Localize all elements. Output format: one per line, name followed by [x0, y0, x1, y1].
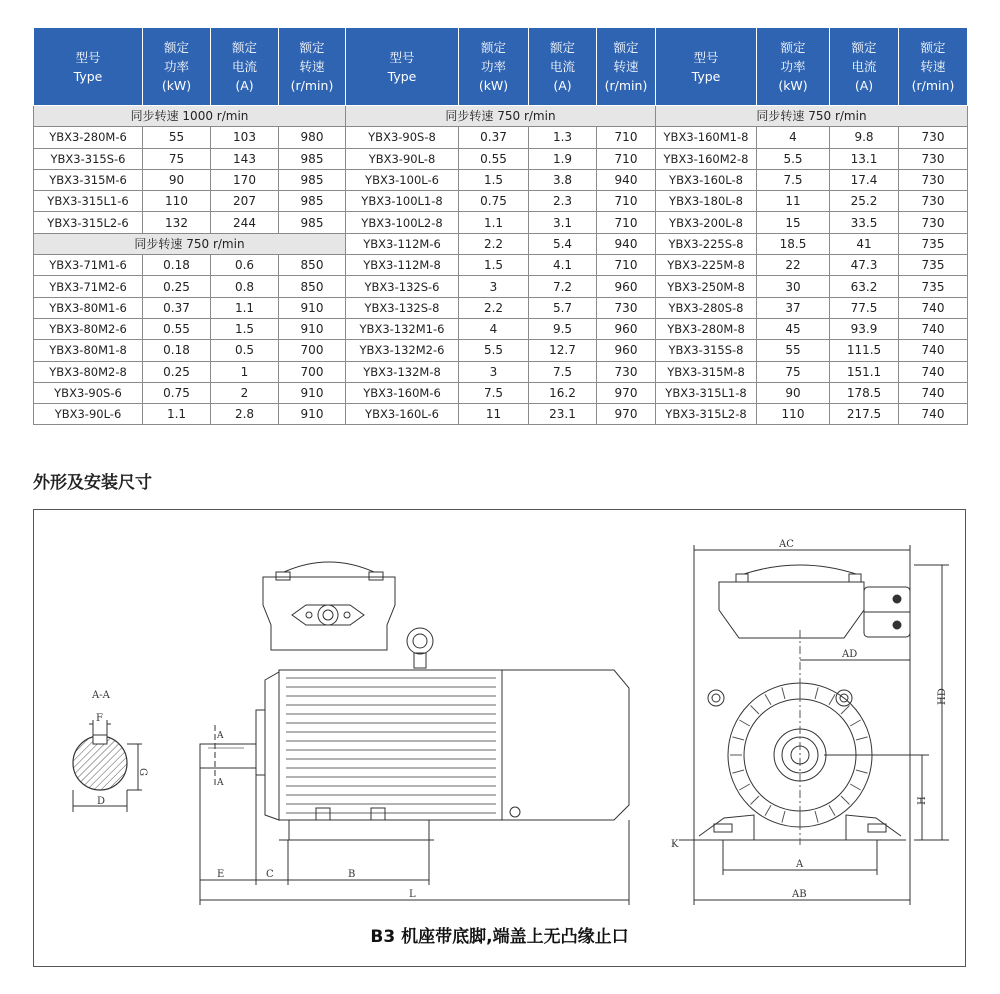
model-cell: YBX3-315L1-6 [34, 191, 143, 212]
current-cell: 9.5 [529, 318, 597, 339]
speed-cell: 910 [279, 404, 346, 425]
model-cell: YBX3-71M1-6 [34, 255, 143, 276]
header-cell [211, 28, 279, 106]
power-cell: 0.55 [143, 318, 211, 339]
speed-cell: 740 [899, 404, 968, 425]
power-cell: 0.25 [143, 276, 211, 297]
speed-cell: 700 [279, 361, 346, 382]
model-cell: YBX3-112M-6 [346, 233, 459, 254]
side-view [200, 562, 629, 905]
model-cell: YBX3-71M2-6 [34, 276, 143, 297]
speed-cell: 850 [279, 276, 346, 297]
current-cell: 63.2 [830, 276, 899, 297]
power-cell: 11 [459, 404, 529, 425]
power-cell: 0.75 [459, 191, 529, 212]
power-cell: 4 [459, 318, 529, 339]
power-cell: 22 [757, 255, 830, 276]
power-cell: 0.18 [143, 340, 211, 361]
model-cell: YBX3-315M-6 [34, 169, 143, 190]
speed-cell: 910 [279, 382, 346, 403]
power-cell: 2.2 [459, 297, 529, 318]
table-row [34, 255, 968, 276]
speed-cell: 910 [279, 318, 346, 339]
power-cell: 4 [757, 127, 830, 148]
current-cell: 2 [211, 382, 279, 403]
power-cell: 0.37 [143, 297, 211, 318]
speed-cell: 960 [597, 276, 656, 297]
motor-frame [279, 670, 502, 820]
table-row [34, 404, 968, 425]
power-cell: 110 [143, 191, 211, 212]
current-cell: 47.3 [830, 255, 899, 276]
power-cell: 15 [757, 212, 830, 233]
header-cell [279, 28, 346, 106]
speed-cell: 740 [899, 318, 968, 339]
speed-group-label: 同步转速 750 r/min [346, 106, 656, 127]
section-label: A-A [92, 690, 110, 701]
power-cell: 7.5 [459, 382, 529, 403]
header-text: (A) [553, 78, 572, 93]
model-cell: YBX3-315M-8 [656, 361, 757, 382]
current-cell: 217.5 [830, 404, 899, 425]
current-cell: 5.7 [529, 297, 597, 318]
header-text: (r/min) [911, 78, 955, 93]
power-cell: 0.37 [459, 127, 529, 148]
current-cell: 1.9 [529, 148, 597, 169]
current-cell: 1.3 [529, 127, 597, 148]
keyway [93, 735, 107, 744]
header-text: (kW) [478, 78, 509, 93]
current-cell: 17.4 [830, 169, 899, 190]
header-text: 转速 [299, 59, 325, 74]
current-cell: 1 [211, 361, 279, 382]
speed-cell: 730 [899, 212, 968, 233]
dim-ab: AB [792, 889, 807, 900]
dim-ad: AD [842, 649, 858, 660]
section-view [73, 690, 148, 812]
header-text: (A) [854, 78, 874, 93]
header-text: 额定 [480, 40, 506, 55]
model-cell: YBX3-180L-8 [656, 191, 757, 212]
header-text: 额定 [163, 40, 189, 55]
power-cell: 55 [143, 127, 211, 148]
speed-cell: 960 [597, 318, 656, 339]
header-text: 额定 [231, 40, 257, 55]
header-cell [830, 28, 899, 106]
speed-cell: 740 [899, 297, 968, 318]
header-cell [597, 28, 656, 106]
model-cell: YBX3-80M2-6 [34, 318, 143, 339]
speed-cell: 735 [899, 255, 968, 276]
current-cell: 25.2 [830, 191, 899, 212]
speed-cell: 970 [597, 404, 656, 425]
dim-h: H [917, 796, 928, 805]
current-cell: 207 [211, 191, 279, 212]
header-text: 额定 [549, 40, 575, 55]
current-cell: 5.4 [529, 233, 597, 254]
current-cell: 151.1 [830, 361, 899, 382]
speed-cell: 710 [597, 127, 656, 148]
header-text: (A) [235, 78, 254, 93]
speed-cell: 735 [899, 276, 968, 297]
model-cell: YBX3-200L-8 [656, 212, 757, 233]
model-cell: YBX3-160L-6 [346, 404, 459, 425]
speed-cell: 740 [899, 361, 968, 382]
model-cell: YBX3-160M1-8 [656, 127, 757, 148]
table-row [34, 127, 968, 148]
speed-cell: 985 [279, 169, 346, 190]
speed-group-label: 同步转速 1000 r/min [34, 106, 346, 127]
model-cell: YBX3-225M-8 [656, 255, 757, 276]
table-row [34, 318, 968, 339]
header-cell [656, 28, 757, 106]
model-cell: YBX3-80M1-6 [34, 297, 143, 318]
dim-c: C [266, 869, 274, 880]
header-text: Type [73, 68, 103, 84]
table-row [34, 340, 968, 361]
speed-cell: 735 [899, 233, 968, 254]
speed-cell: 730 [597, 361, 656, 382]
model-cell: YBX3-160M-6 [346, 382, 459, 403]
current-cell: 9.8 [830, 127, 899, 148]
model-cell: YBX3-315L2-8 [656, 404, 757, 425]
model-cell: YBX3-315S-6 [34, 148, 143, 169]
power-cell: 2.2 [459, 233, 529, 254]
header-text: 额定 [920, 40, 946, 55]
current-cell: 93.9 [830, 318, 899, 339]
header-text: 转速 [613, 59, 639, 74]
table-row [34, 106, 968, 127]
model-cell: YBX3-280S-8 [656, 297, 757, 318]
current-cell: 111.5 [830, 340, 899, 361]
table-row [34, 212, 968, 233]
speed-cell: 910 [279, 297, 346, 318]
power-cell: 5.5 [757, 148, 830, 169]
model-cell: YBX3-250M-8 [656, 276, 757, 297]
model-cell: YBX3-100L1-8 [346, 191, 459, 212]
table-row [34, 233, 968, 254]
power-cell: 11 [757, 191, 830, 212]
model-cell: YBX3-132S-6 [346, 276, 459, 297]
model-cell: YBX3-160L-8 [656, 169, 757, 190]
power-cell: 18.5 [757, 233, 830, 254]
current-cell: 7.5 [529, 361, 597, 382]
power-cell: 0.18 [143, 255, 211, 276]
power-cell: 55 [757, 340, 830, 361]
dim-d: D [97, 796, 106, 807]
current-cell: 0.5 [211, 340, 279, 361]
speed-cell: 730 [899, 148, 968, 169]
power-cell: 37 [757, 297, 830, 318]
power-cell: 45 [757, 318, 830, 339]
current-cell: 103 [211, 127, 279, 148]
speed-cell: 985 [279, 148, 346, 169]
header-text: Type [691, 68, 721, 84]
model-cell: YBX3-100L2-8 [346, 212, 459, 233]
speed-cell: 985 [279, 212, 346, 233]
model-cell: YBX3-225S-8 [656, 233, 757, 254]
current-cell: 0.6 [211, 255, 279, 276]
drawing-caption: B3 机座带底脚,端盖上无凸缘止口 [370, 927, 629, 947]
current-cell: 178.5 [830, 382, 899, 403]
power-cell: 1.5 [459, 255, 529, 276]
header-text: (r/min) [290, 78, 334, 93]
speed-cell: 850 [279, 255, 346, 276]
svg-text:A: A [217, 731, 224, 741]
current-cell: 244 [211, 212, 279, 233]
model-cell: YBX3-90L-8 [346, 148, 459, 169]
motor-drawing [34, 510, 965, 966]
speed-cell: 710 [597, 191, 656, 212]
header-text: (kW) [161, 78, 192, 93]
model-cell: YBX3-80M2-8 [34, 361, 143, 382]
header-text: 功率 [480, 59, 506, 74]
header-text: (kW) [778, 78, 808, 93]
header-cell [346, 28, 459, 106]
current-cell: 2.3 [529, 191, 597, 212]
header-cell [34, 28, 143, 106]
model-cell: YBX3-80M1-8 [34, 340, 143, 361]
current-cell: 170 [211, 169, 279, 190]
header-cell [757, 28, 830, 106]
table-row [34, 148, 968, 169]
speed-cell: 980 [279, 127, 346, 148]
power-cell: 110 [757, 404, 830, 425]
power-cell: 7.5 [757, 169, 830, 190]
table-row [34, 297, 968, 318]
power-cell: 75 [757, 361, 830, 382]
current-cell: 1.5 [211, 318, 279, 339]
power-cell: 1.1 [459, 212, 529, 233]
speed-cell: 940 [597, 233, 656, 254]
model-cell: YBX3-90S-8 [346, 127, 459, 148]
model-cell: YBX3-315L1-8 [656, 382, 757, 403]
dim-b: B [348, 869, 356, 880]
speed-cell: 700 [279, 340, 346, 361]
dim-e: E [217, 869, 225, 880]
dim-l: L [409, 889, 416, 900]
current-cell: 3.8 [529, 169, 597, 190]
model-cell: YBX3-315L2-6 [34, 212, 143, 233]
header-text: 额定 [299, 40, 325, 55]
header-text: 额定 [851, 40, 877, 55]
header-cell [899, 28, 968, 106]
current-cell: 41 [830, 233, 899, 254]
drawing-frame [33, 509, 966, 967]
model-cell: YBX3-132S-8 [346, 297, 459, 318]
power-cell: 0.25 [143, 361, 211, 382]
table-row [34, 361, 968, 382]
header-text: 电流 [231, 59, 257, 74]
header-text: 额定 [613, 40, 639, 55]
section-title: 外形及安装尺寸 [33, 473, 152, 493]
header-text: (r/min) [604, 78, 648, 93]
model-cell: YBX3-112M-8 [346, 255, 459, 276]
speed-cell: 730 [899, 169, 968, 190]
model-cell: YBX3-100L-6 [346, 169, 459, 190]
model-cell: YBX3-90L-6 [34, 404, 143, 425]
speed-cell: 985 [279, 191, 346, 212]
current-cell: 4.1 [529, 255, 597, 276]
header-text: 电流 [549, 59, 575, 74]
model-cell: YBX3-132M1-6 [346, 318, 459, 339]
current-cell: 3.1 [529, 212, 597, 233]
current-cell: 16.2 [529, 382, 597, 403]
current-cell: 33.5 [830, 212, 899, 233]
model-cell: YBX3-132M-8 [346, 361, 459, 382]
header-text: 型号 [389, 49, 415, 65]
current-cell: 23.1 [529, 404, 597, 425]
header-cell [529, 28, 597, 106]
power-cell: 3 [459, 361, 529, 382]
speed-cell: 710 [597, 212, 656, 233]
header-text: Type [387, 68, 417, 84]
power-cell: 30 [757, 276, 830, 297]
current-cell: 77.5 [830, 297, 899, 318]
model-cell: YBX3-315S-8 [656, 340, 757, 361]
header-text: 型号 [693, 49, 719, 65]
table-body [34, 106, 968, 425]
current-cell: 1.1 [211, 297, 279, 318]
current-cell: 0.8 [211, 276, 279, 297]
speed-cell: 960 [597, 340, 656, 361]
current-cell: 143 [211, 148, 279, 169]
power-cell: 5.5 [459, 340, 529, 361]
header-cell [459, 28, 529, 106]
power-cell: 1.5 [459, 169, 529, 190]
current-cell: 13.1 [830, 148, 899, 169]
svg-text:A: A [217, 778, 224, 788]
table-row [34, 169, 968, 190]
power-cell: 0.75 [143, 382, 211, 403]
speed-cell: 740 [899, 340, 968, 361]
speed-cell: 710 [597, 255, 656, 276]
speed-group-label: 同步转速 750 r/min [34, 233, 346, 254]
current-cell: 2.8 [211, 404, 279, 425]
speed-cell: 730 [899, 127, 968, 148]
header-text: 功率 [163, 59, 189, 74]
model-cell: YBX3-280M-8 [656, 318, 757, 339]
power-cell: 132 [143, 212, 211, 233]
model-cell: YBX3-160M2-8 [656, 148, 757, 169]
speed-cell: 740 [899, 382, 968, 403]
speed-cell: 710 [597, 148, 656, 169]
dim-a-end: A [796, 859, 804, 870]
dim-f: F [96, 713, 103, 724]
model-cell: YBX3-90S-6 [34, 382, 143, 403]
table-header-row [34, 28, 968, 106]
speed-cell: 940 [597, 169, 656, 190]
header-text: 电流 [851, 59, 877, 74]
model-cell: YBX3-132M2-6 [346, 340, 459, 361]
speed-cell: 970 [597, 382, 656, 403]
dim-hd: HD [937, 688, 948, 705]
table-row [34, 276, 968, 297]
speed-cell: 730 [597, 297, 656, 318]
power-cell: 90 [143, 169, 211, 190]
spec-table [33, 27, 968, 425]
table-row [34, 191, 968, 212]
power-cell: 0.55 [459, 148, 529, 169]
table-row [34, 382, 968, 403]
dim-g: G [137, 768, 148, 776]
speed-group-label: 同步转速 750 r/min [656, 106, 968, 127]
header-text: 额定 [780, 40, 806, 55]
power-cell: 1.1 [143, 404, 211, 425]
speed-cell: 730 [899, 191, 968, 212]
power-cell: 75 [143, 148, 211, 169]
end-view [671, 539, 949, 905]
header-text: 转速 [920, 59, 946, 74]
model-cell: YBX3-280M-6 [34, 127, 143, 148]
power-cell: 3 [459, 276, 529, 297]
current-cell: 12.7 [529, 340, 597, 361]
header-text: 型号 [75, 49, 101, 65]
power-cell: 90 [757, 382, 830, 403]
dim-k: K [671, 839, 679, 850]
header-cell [143, 28, 211, 106]
current-cell: 7.2 [529, 276, 597, 297]
dim-ac: AC [779, 539, 794, 550]
header-text: 功率 [780, 59, 806, 74]
